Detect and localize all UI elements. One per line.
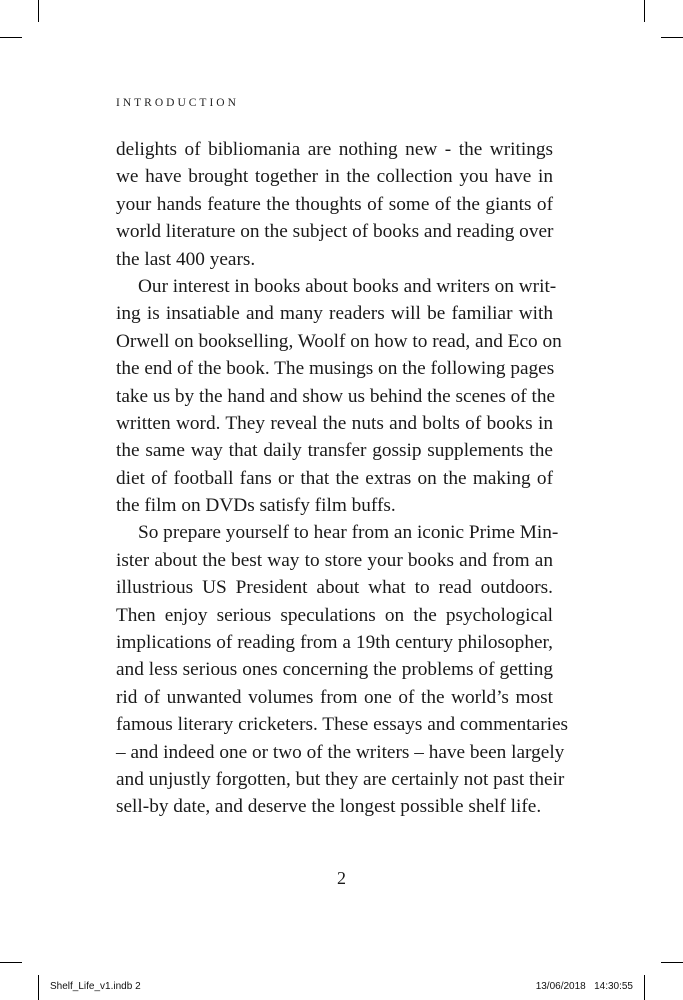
crop-mark — [0, 37, 22, 38]
slug-timestamp: 13/06/2018 14:30:55 — [535, 981, 633, 992]
text-line: world literature on the subject of books and reading over — [116, 221, 554, 243]
text-line: and unjustly forgotten, but they are certainly not past their — [116, 768, 565, 790]
running-head: INTRODUCTION — [116, 97, 239, 109]
paragraph — [116, 519, 569, 820]
text-line: written word. They reveal the nuts and bolts of books in — [116, 412, 553, 434]
text-line: So prepare yourself to hear from an iconic Prime Min- — [138, 522, 559, 544]
paragraph — [116, 273, 562, 520]
text-line: Orwell on bookselling, Woolf on how to read, and Eco on — [116, 330, 562, 352]
crop-mark — [0, 962, 22, 963]
crop-mark — [644, 0, 645, 22]
body-text — [116, 136, 569, 821]
text-line: ing is insatiable and many readers will be familiar with — [116, 303, 553, 325]
text-line: your hands feature the thoughts of some of the giants of — [116, 193, 553, 215]
crop-mark — [644, 975, 645, 1000]
crop-mark — [661, 962, 683, 963]
text-line: – and indeed one or two of the writers – have been largely — [116, 741, 565, 763]
text-line: rid of unwanted volumes from one of the world’s most — [116, 686, 553, 708]
text-line: Then enjoy serious speculations on the psychological — [116, 604, 553, 626]
text-line: illustrious US President about what to read outdoors. — [116, 577, 553, 599]
text-line: the film on DVDs satisfy film buffs. — [116, 495, 396, 517]
page-number: 2 — [337, 868, 346, 888]
crop-mark — [38, 0, 39, 22]
text-line: sell-by date, and deserve the longest possible shelf life. — [116, 796, 542, 818]
text-line: we have brought together in the collection you have in — [116, 166, 553, 188]
text-line: implications of reading from a 19th century philosopher, — [116, 632, 553, 654]
text-line: diet of football fans or that the extras on the making of — [116, 467, 553, 489]
text-line: ister about the best way to store your books and from an — [116, 549, 553, 571]
text-line: Our interest in books about books and writers on writ- — [138, 275, 557, 297]
text-line: delights of bibliomania are nothing new - the writings — [116, 139, 553, 160]
text-line: take us by the hand and show us behind the scenes of the — [116, 385, 556, 407]
crop-mark — [38, 975, 39, 1000]
text-line: the end of the book. The musings on the following pages — [116, 358, 555, 380]
text-line: the last 400 years. — [116, 248, 256, 270]
paragraph — [116, 136, 553, 273]
text-line: and less serious ones concerning the problems of getting — [116, 659, 553, 681]
text-line: the same way that daily transfer gossip supplements the — [116, 440, 553, 462]
slug-filename: Shelf_Life_v1.indb 2 — [50, 981, 141, 992]
text-line: famous literary cricketers. These essays and commentaries — [116, 714, 569, 736]
crop-mark — [661, 37, 683, 38]
